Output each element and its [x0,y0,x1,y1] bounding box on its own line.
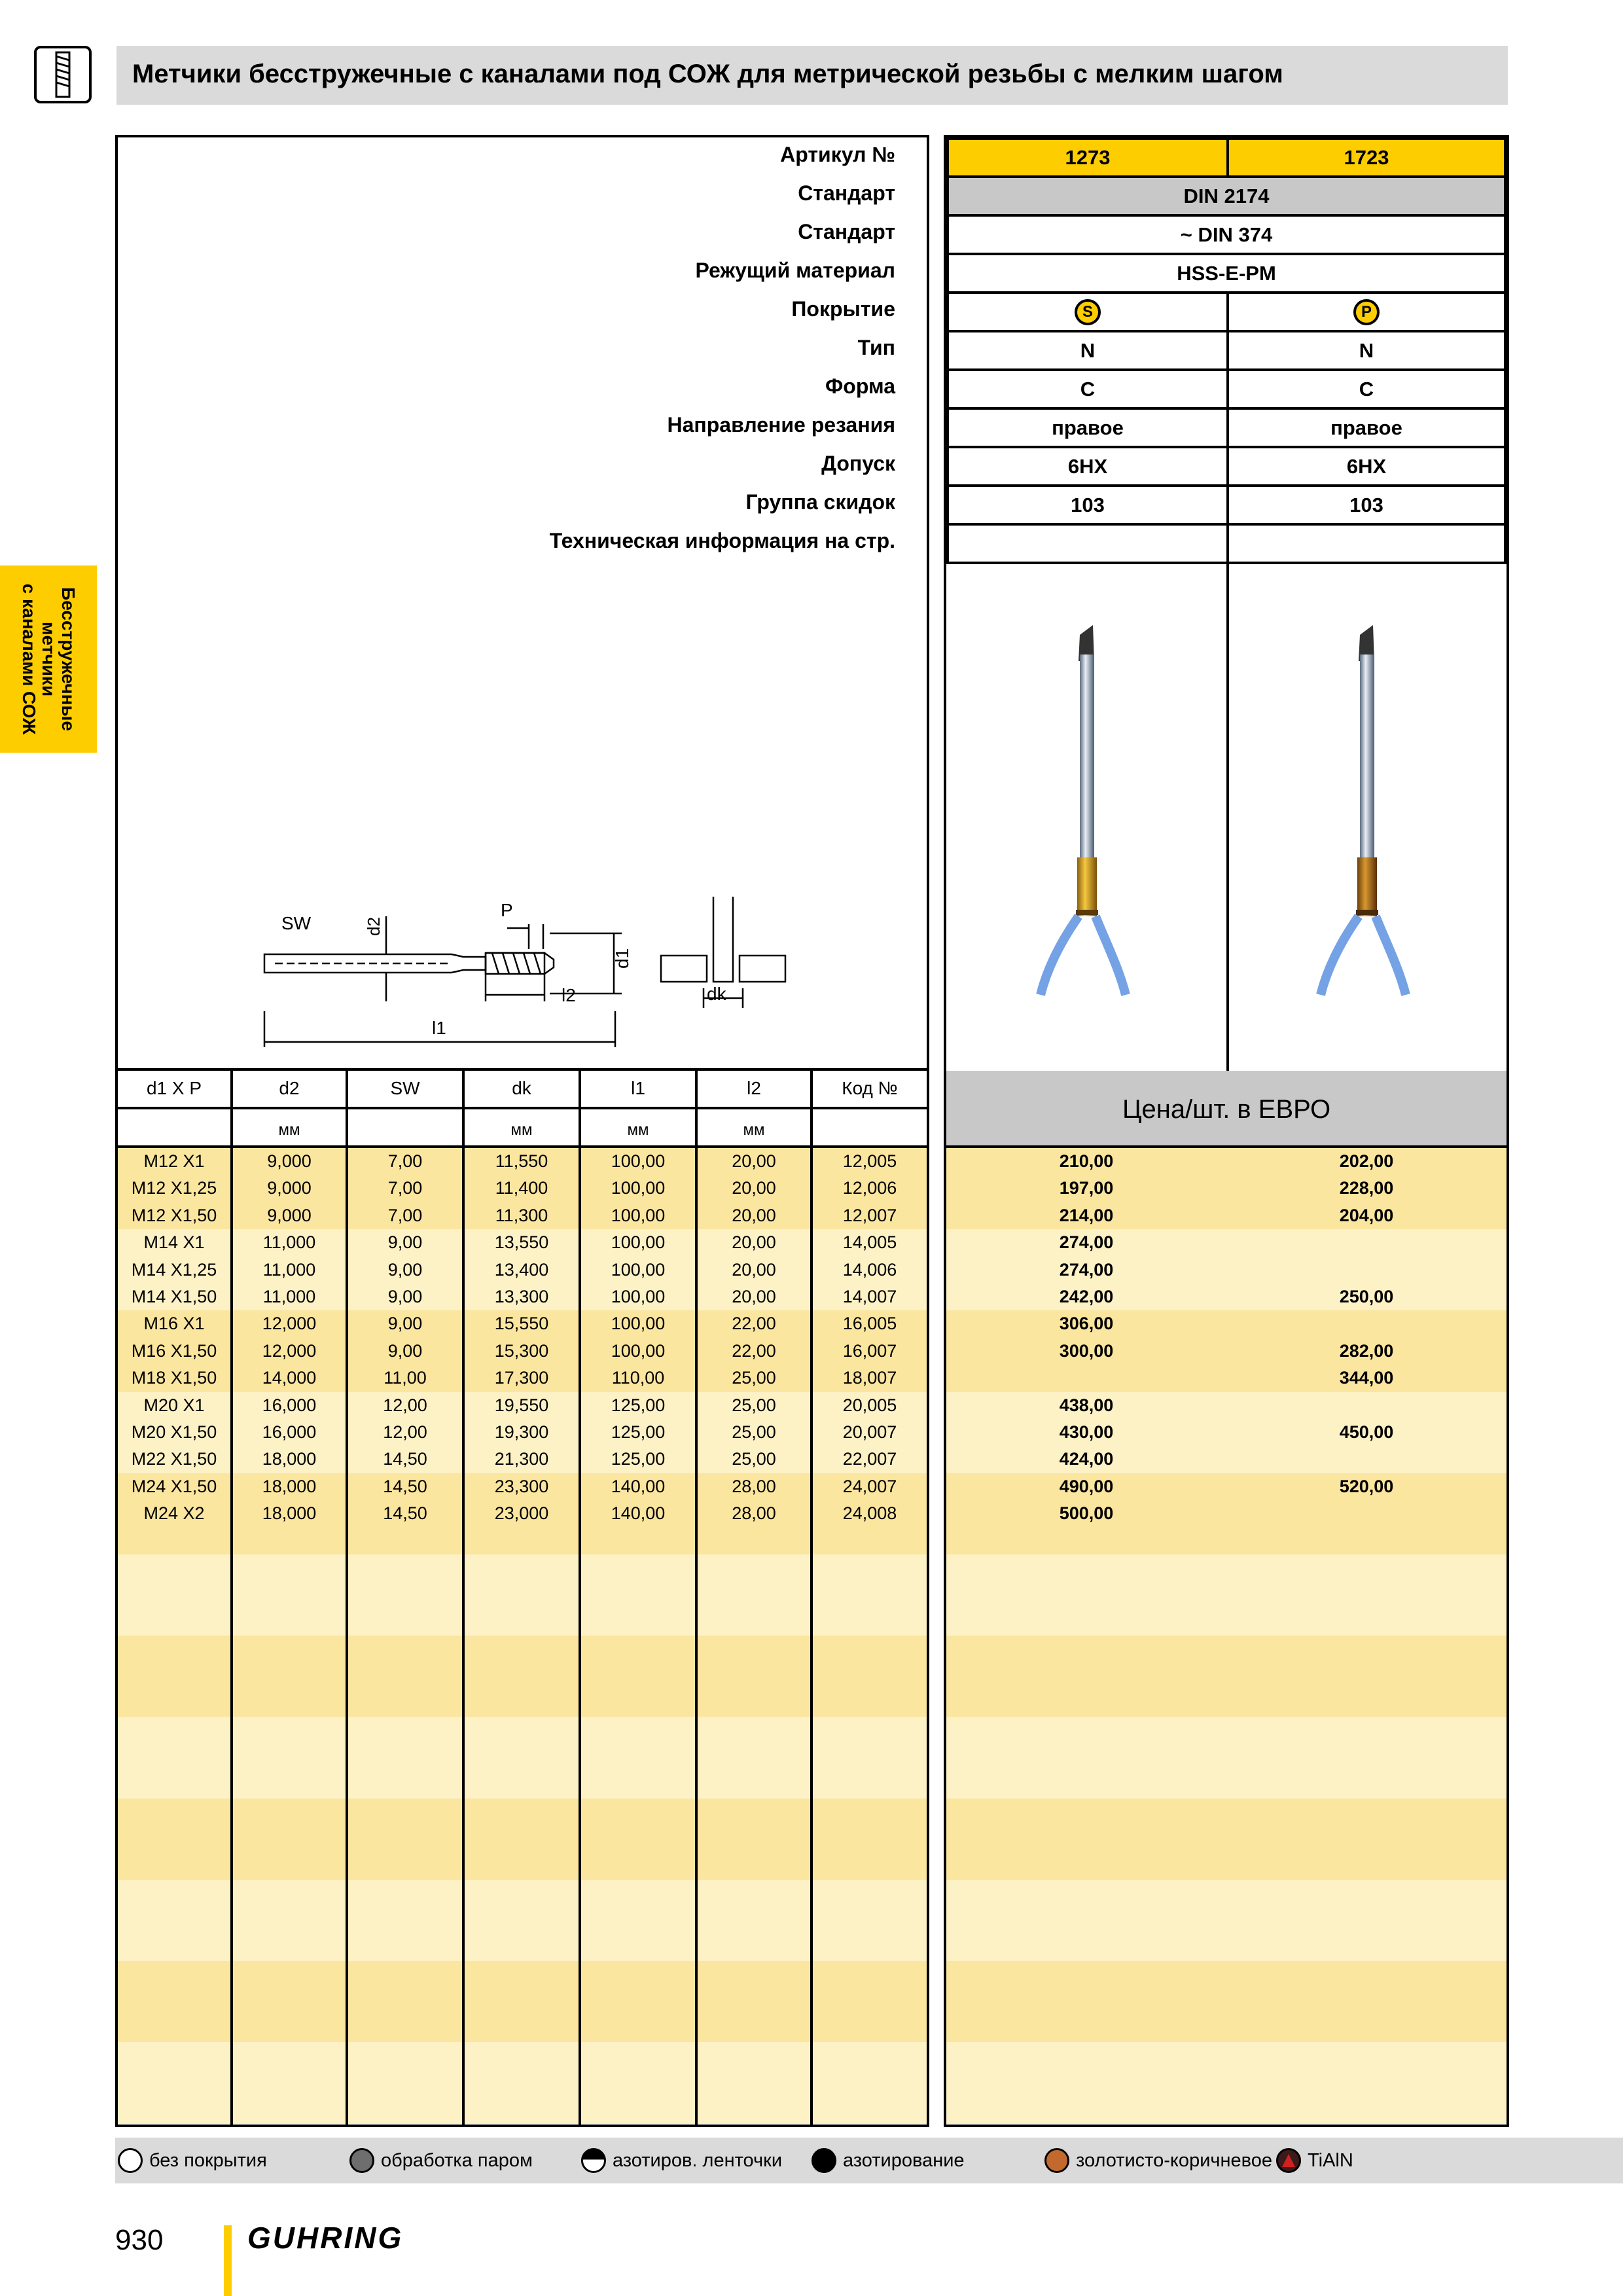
price-1723[interactable]: 250,00 [1339,1287,1394,1306]
table-cell-code: 14,005 [842,1232,897,1253]
table-cell-l2: 22,00 [732,1340,776,1361]
form-1723: C [1226,368,1507,410]
table-cell-code: 22,007 [842,1449,897,1469]
table-cell-sw: 12,00 [383,1395,427,1415]
table-cell-sw: 7,00 [387,1178,423,1198]
price-1273[interactable]: 424,00 [1059,1449,1114,1469]
table-cell-dk: 13,400 [494,1259,549,1280]
label-material: Режущий материал [695,259,895,282]
price-1723[interactable]: 228,00 [1339,1178,1394,1198]
tolerance-1723: 6HX [1226,446,1507,487]
table-cell-l1: 100,00 [611,1287,666,1306]
table-cell-sw: 14,50 [383,1476,427,1496]
table-cell-l2: 25,00 [732,1449,776,1469]
drawing-l2-label: l2 [562,985,576,1005]
price-1723[interactable]: 202,00 [1339,1151,1394,1171]
price-1273[interactable]: 274,00 [1059,1259,1114,1280]
table-cell-code: 14,007 [842,1287,897,1306]
table-cell-l2: 25,00 [732,1395,776,1415]
table-cell-code: 16,007 [842,1340,897,1361]
table-cell-l1: 100,00 [611,1178,666,1198]
image-divider [1226,562,1229,1073]
table-cell-dk: 11,400 [495,1178,548,1198]
price-header: Цена/шт. в ЕВРО [946,1071,1507,1148]
table-cell-d1p: M14 X1 [143,1232,205,1253]
article-1273[interactable]: 1273 [946,137,1229,178]
table-cell-d2: 11,000 [262,1259,316,1280]
price-1273[interactable]: 300,00 [1059,1340,1114,1361]
legend-item [1044,2147,1272,2174]
coating-cell-1723 [1226,291,1507,332]
legend-item [581,2147,782,2174]
table-cell-dk: 19,550 [494,1395,549,1415]
table-cell-sw: 9,00 [387,1314,423,1334]
table-cell-l2: 22,00 [732,1314,776,1334]
table-cell-l2: 20,00 [732,1205,776,1225]
drawing-d1-label: d1 [612,948,632,969]
tap-image-1723 [1301,615,1432,1034]
table-cell-l1: 100,00 [611,1340,666,1361]
side-tab-line: метчики [39,621,59,697]
table-cell-dk: 19,300 [494,1422,549,1442]
legend-item [118,2147,267,2174]
table-cell-d2: 14,000 [262,1368,317,1388]
table-cell-d2: 9,000 [267,1205,312,1225]
price-1723[interactable]: 520,00 [1339,1476,1394,1496]
coating-cell-1273 [946,291,1229,332]
price-1273[interactable]: 500,00 [1059,1503,1114,1524]
unit-l1: мм [627,1121,649,1139]
table-cell-l1: 100,00 [611,1259,666,1280]
table-cell-l2: 20,00 [732,1232,776,1253]
tolerance-1273: 6HX [946,446,1229,487]
table-cell-dk: 15,550 [494,1314,549,1334]
table-cell-d1p: M22 X1,50 [131,1449,217,1469]
standard-value: DIN 2174 [946,175,1507,217]
table-top-border [118,1068,927,1071]
side-tab-line: Бесстружечные [58,587,79,731]
table-cell-sw: 9,00 [387,1287,423,1306]
table-cell-dk: 17,300 [494,1368,549,1388]
side-category-tab[interactable] [0,565,97,753]
legend-item [1276,2147,1353,2174]
type-1723: N [1226,330,1507,371]
table-cell-d2: 18,000 [262,1503,317,1524]
gold-brown-icon [1044,2148,1069,2173]
table-cell-d2: 18,000 [262,1476,317,1496]
drawing-l1-label: l1 [432,1018,446,1038]
table-cell-l2: 20,00 [732,1287,776,1306]
col-header-dk: dk [512,1078,531,1098]
coating-s-icon: S [1075,299,1101,325]
tap-category-icon [34,46,92,103]
table-cell-code: 18,007 [842,1368,897,1388]
table-cell-d2: 18,000 [262,1449,317,1469]
table-cell-code: 14,006 [842,1259,897,1280]
price-1723[interactable]: 204,00 [1339,1205,1394,1225]
label-direction: Направление резания [667,413,895,437]
price-1273[interactable]: 242,00 [1059,1287,1114,1306]
unit-l2: мм [743,1121,765,1139]
material-value: HSS-E-PM [946,253,1507,294]
table-cell-d1p: M14 X1,25 [131,1259,217,1280]
table-cell-d2: 16,000 [262,1395,317,1415]
table-cell-l1: 140,00 [611,1503,666,1524]
table-cell-code: 12,005 [842,1151,897,1171]
table-cell-l2: 25,00 [732,1368,776,1388]
label-standard: Стандарт [798,181,895,205]
table-cell-sw: 7,00 [387,1151,423,1171]
standard-value-2: ~ DIN 374 [946,214,1507,255]
table-cell-dk: 21,300 [494,1449,549,1469]
table-cell-d1p: M12 X1,50 [131,1205,217,1225]
discount-1723: 103 [1226,484,1507,526]
table-cell-dk: 11,550 [495,1151,548,1171]
price-1273[interactable]: 430,00 [1059,1422,1114,1442]
table-cell-code: 12,006 [842,1178,897,1198]
table-cell-sw: 11,00 [383,1368,427,1388]
table-cell-l2: 28,00 [732,1476,776,1496]
table-cell-d1p: M12 X1 [143,1151,205,1171]
price-1723[interactable]: 344,00 [1339,1368,1394,1388]
price-1273[interactable]: 274,00 [1059,1232,1114,1253]
page-number: 930 [115,2224,164,2256]
tech-info-1273[interactable] [946,523,1229,564]
table-cell-d1p: M24 X2 [143,1503,205,1524]
legend-label: азотиров. ленточки [613,2149,783,2171]
price-1723[interactable]: 282,00 [1339,1340,1394,1361]
col-header-d1p: d1 X P [146,1078,202,1098]
table-cell-l1: 100,00 [611,1205,666,1225]
unit-dk: мм [510,1121,533,1139]
unit-d2: мм [278,1121,300,1139]
legend-label: обработка паром [381,2149,533,2171]
col-header-d2: d2 [279,1078,300,1098]
table-cell-l1: 125,00 [611,1395,666,1415]
table-cell-d1p: M20 X1 [143,1395,205,1415]
label-form: Форма [825,374,895,398]
type-1273: N [946,330,1229,371]
nitrided-margins-icon [581,2148,606,2173]
legend-label: без покрытия [149,2149,267,2171]
table-cell-sw: 12,00 [383,1422,427,1442]
table-cell-l2: 20,00 [732,1259,776,1280]
table-cell-dk: 11,300 [495,1205,548,1225]
tech-info-1723[interactable] [1226,523,1507,564]
direction-1723: правое [1226,407,1507,448]
footer-accent-bar [224,2225,232,2296]
price-1723[interactable]: 450,00 [1339,1422,1394,1442]
page-title: Метчики бесстружечные с каналами под СОЖ для метрической резьбы с мелким шагом [132,60,1283,88]
table-cell-code: 20,005 [842,1395,897,1415]
table-cell-code: 24,008 [842,1503,897,1524]
table-cell-l1: 125,00 [611,1422,666,1442]
table-cell-l1: 100,00 [611,1314,666,1334]
tap-image-1273 [1021,615,1152,1034]
col-header-l2: l2 [747,1078,761,1098]
table-cell-code: 20,007 [842,1422,897,1442]
table-cell-sw: 9,00 [387,1340,423,1361]
table-cell-d1p: M16 X1 [143,1314,205,1334]
table-cell-code: 12,007 [842,1205,897,1225]
side-tab-line: с каналами СОЖ [19,583,39,735]
tialn-icon [1276,2148,1301,2173]
table-cell-code: 16,005 [842,1314,897,1334]
table-cell-d2: 9,000 [267,1151,312,1171]
table-cell-dk: 15,300 [494,1340,549,1361]
table-cell-d1p: M12 X1,25 [131,1178,217,1198]
col-header-sw: SW [390,1078,420,1098]
col-header-code: Код № [842,1078,898,1098]
table-cell-d1p: M18 X1,50 [131,1368,217,1388]
table-cell-sw: 9,00 [387,1259,423,1280]
table-cell-l2: 28,00 [732,1503,776,1524]
price-1273[interactable]: 210,00 [1059,1151,1114,1171]
table-cell-dk: 23,000 [494,1503,549,1524]
price-1273[interactable]: 197,00 [1059,1178,1114,1198]
table-cell-dk: 13,550 [494,1232,549,1253]
table-cell-d1p: M20 X1,50 [131,1422,217,1442]
table-cell-dk: 13,300 [494,1287,549,1306]
price-1273[interactable]: 306,00 [1059,1314,1114,1334]
table-cell-d1p: M16 X1,50 [131,1340,217,1361]
legend-label: золотисто-коричневое [1076,2149,1272,2171]
table-header-divider [118,1107,927,1109]
table-cell-d2: 16,000 [262,1422,317,1442]
tap-technical-drawing [255,897,812,1060]
col-header-l1: l1 [631,1078,645,1098]
table-cell-d1p: M24 X1,50 [131,1476,217,1496]
legend-item [812,2147,965,2174]
table-cell-l1: 100,00 [611,1151,666,1171]
legend-item [349,2147,533,2174]
label-article: Артикул № [780,143,895,166]
label-tolerance: Допуск [821,452,895,475]
table-cell-l2: 25,00 [732,1422,776,1442]
label-coating: Покрытие [791,297,895,321]
drawing-sw-label: SW [281,913,312,933]
price-1273[interactable]: 438,00 [1059,1395,1114,1415]
label-type: Тип [857,336,895,359]
table-cell-l1: 110,00 [611,1368,665,1388]
legend-label: азотирование [843,2149,965,2171]
steam-treated-icon [349,2148,374,2173]
drawing-d2-label: d2 [364,917,383,936]
uncoated-icon [118,2148,143,2173]
discount-1273: 103 [946,484,1229,526]
table-cell-d2: 11,000 [262,1232,316,1253]
table-cell-sw: 14,50 [383,1449,427,1469]
table-cell-sw: 9,00 [387,1232,423,1253]
table-cell-d2: 12,000 [262,1314,317,1334]
form-1273: C [946,368,1229,410]
table-cell-sw: 7,00 [387,1205,423,1225]
nitrided-icon [812,2148,836,2173]
table-cell-l1: 125,00 [611,1449,666,1469]
brand-logo: GUHRING [247,2221,404,2255]
table-cell-l1: 100,00 [611,1232,666,1253]
table-cell-d1p: M14 X1,50 [131,1287,217,1306]
price-1273[interactable]: 490,00 [1059,1476,1114,1496]
label-tech-info: Техническая информация на стр. [549,529,895,552]
label-standard-2: Стандарт [798,220,895,243]
legend-label: TiAlN [1308,2149,1353,2171]
table-cell-d2: 9,000 [267,1178,312,1198]
table-cell-l2: 20,00 [732,1178,776,1198]
direction-1273: правое [946,407,1229,448]
coating-p-icon: P [1353,299,1380,325]
price-1273[interactable]: 214,00 [1059,1205,1114,1225]
label-discount: Группа скидок [745,490,895,514]
table-cell-code: 24,007 [842,1476,897,1496]
table-cell-l2: 20,00 [732,1151,776,1171]
table-cell-d2: 11,000 [262,1287,316,1306]
table-cell-sw: 14,50 [383,1503,427,1524]
table-cell-l1: 140,00 [611,1476,666,1496]
drawing-dk-label: dk [707,984,726,1004]
drawing-p-label: P [501,900,513,920]
table-cell-dk: 23,300 [494,1476,549,1496]
article-1723[interactable]: 1723 [1226,137,1507,178]
table-cell-d2: 12,000 [262,1340,317,1361]
